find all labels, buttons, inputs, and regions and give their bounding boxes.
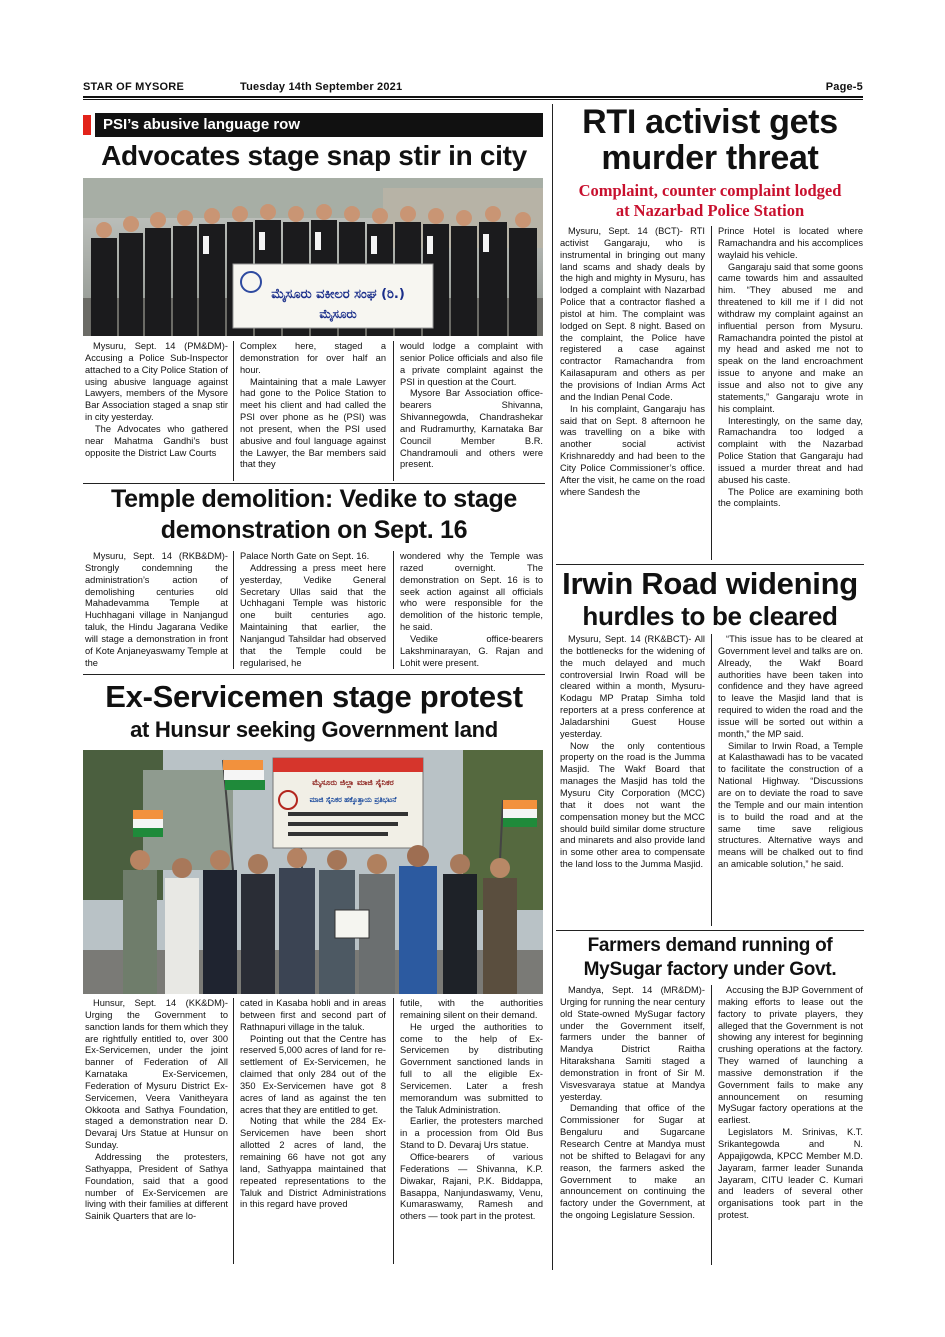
farmers-col-1 [560, 985, 705, 1267]
paragraph: In his complaint, Gangaraju has said that on Sept. 8 afternoon he was travelling on a bike with another social activist Krishnareddy and had been to the City Police Commissioner’s office. After the visit, he came on the road where Sandesh the [560, 403, 705, 497]
exservicemen-col-1 [85, 998, 228, 1266]
farmers-col-2 [718, 985, 863, 1267]
irwin-headline: Irwin Road widening [562, 566, 858, 601]
exservicemen-subhead: at Hunsur seeking Government land [130, 717, 498, 742]
temple-headline-line1: Temple demolition: Vedike to stage [110, 485, 518, 513]
rti-col-1 [560, 226, 705, 562]
paragraph: Pointing out that the Centre has reserved 5,000 acres of land for re-settlement of Ex-Servicemen, he claimed that only 284 out of the 350 Ex-Servicemen have got 8 acres of land as against the ten acres that they are entitled to get. [240, 1033, 386, 1115]
advocates-banner-text: ಮೈಸೂರು ವಕೀಲರ ಸಂಘ (ರಿ.) [271, 287, 405, 302]
paragraph: Interestingly, on the same day, Ramachandra too lodged a complaint with the Nazarbad Police Station that Gangaraju had issued a murder threat and had abused his caste. [718, 415, 863, 485]
paragraph: Mandya, Sept. 14 (MR&DM)- Urging for running the near century old State-owned MySugar factory under the Government itself, farmers under the banner of Mandya District Raitha Hitarakshana Samiti staged a demonstration in front of Sir M. Visvesvaraya statue at Mandya yesterday. [560, 985, 705, 1102]
farmers-headline-line1: Farmers demand running of [587, 935, 833, 956]
paragraph: Addressing the protesters, Sathyappa, President of Sathya Foundation, said that a good number of Ex-Servicemen are living with their families at different Sainik Quarters that are lo- [85, 1151, 228, 1222]
paragraph: He urged the authorities to come to the help of Ex-Servicemen by distributing Government sanctioned lands in full to all the eligible Ex-Servicemen. Later a fresh memorandum was submitted to the Taluk Administration. [400, 1021, 543, 1115]
paragraph: Mysuru, Sept. 14 (PM&DM)- Accusing a Police Sub-Inspector attached to a City Police Station of using abusive language against Lawyers, members of the Mysore Bar Association staged a snap stir in city yesterday. [85, 341, 228, 423]
header-rule-thin [83, 99, 863, 100]
advocates-photo [83, 178, 543, 336]
psi-col-1 [85, 341, 228, 485]
paragraph: Demanding that office of the Commissioner for Sugar at Bengaluru and Sugarcane Research Centre at Mandya must not be shifted to Belagavi for any reason, the farmers asked the Government to make an announcement on continuing the factory under the Government, at the ongoing Legislature Session. [560, 1103, 705, 1221]
column-rule [393, 551, 394, 669]
irwin-subhead: hurdles to be cleared [582, 601, 838, 631]
advocates-banner-subtext: ಮೈಸೂರು [319, 307, 357, 321]
paragraph: Mysore Bar Association office-bearers Shivanna, Shivannegowda, Chandrashekar and Rudramurthy, Karnataka Bar Council Member B.R. Chandramouli and others were present. [400, 388, 543, 470]
paragraph: wondered why the Temple was razed overnight. The demonstration on Sept. 16 is to seek action against all officials who were responsible for the demolition of the historic temple, he said. [400, 551, 543, 633]
exservicemen-col-2 [240, 998, 386, 1266]
section-divider [552, 104, 553, 1270]
paragraph: Mysuru, Sept. 14 (BCT)- RTI activist Gangaraju, who is instrumental in bringing out many land scams and shady deals by the high and mighty in Mysuru, has lodged a complaint with Nazarbad Police that a contractor flashed a pistol at him. The complaint was lodged on Sept. 8 night. Based on the complaint, the Police have registered a case against contractor Ramachandra from Kailasapuram and others as per the provisions of Indian Arms Act and the Indian Penal Code. [560, 226, 705, 402]
paragraph: Mysuru, Sept. 14 (RK&BCT)- All the bottlenecks for the widening of the much delayed and much controversial Irwin Road will be cleared within a month, Mysuru-Kodagu MP Pratap Simha told reporters at a press conference at Jaladarshini Guest House yesterday. [560, 634, 705, 739]
paragraph: cated in Kasaba hobli and in areas between first and second part of Rathnapuri village in the taluk. [240, 998, 386, 1032]
column-rule [711, 985, 712, 1265]
rti-headline-line1: RTI activist gets [582, 103, 838, 141]
paragraph: Earlier, the protesters marched in a procession from Old Bus Stand to D. Devaraj Urs statue. [400, 1116, 543, 1151]
psi-kicker [83, 113, 543, 137]
paragraph: Complex here, staged a demonstration for over half an hour. [240, 341, 386, 375]
column-rule [711, 226, 712, 560]
temple-col-3 [400, 551, 543, 671]
exservicemen-headline: Ex-Servicemen stage protest [105, 679, 523, 714]
psi-col-2 [240, 341, 386, 485]
paragraph: Office-bearers of various Federations — Shivanna, K.P. Diwakar, Rajani, P.K. Biddappa, Basappa, Nanjundaswamy, Venu, Kumaraswamy, Ramesh and others — took part in the protest. [400, 1151, 543, 1222]
temple-col-2 [240, 551, 386, 671]
paragraph: Accusing the BJP Government of making efforts to lease out the factory to private players, they alleged that the Government is not showing any interest for beginning crushing operations at the factory. They warned of launching a massive demonstration if the Government fails to make any announcement on resuming MySugar factory operations at the earliest. [718, 985, 863, 1126]
exservicemen-col-3 [400, 998, 543, 1266]
paper-name: STAR OF MYSORE [83, 81, 184, 93]
rti-subhead-line2: at Nazarbad Police Station [615, 201, 805, 220]
page-number: Page-5 [825, 81, 863, 93]
page-header [83, 78, 863, 98]
paragraph: would lodge a complaint with senior Police officials and also file a private complaint against the PSI in question at the Court. [400, 341, 543, 387]
paragraph: Similar to Irwin Road, a Temple at Kalasthawadi has to be vacated to facilitate the construction of a National Highway. “Discussions are on to deviate the road to save the Temple and our main intention is to build the road and at the same time save religious structures. Alternative ways and means will be chalked out to find an amicable solution,” he said. [718, 740, 863, 870]
exservicemen-photo [83, 750, 543, 994]
column-rule [233, 998, 234, 1264]
paragraph: The Advocates who gathered near Mahatma Gandhi’s bust opposite the District Law Courts [85, 423, 228, 458]
paragraph: Palace North Gate on Sept. 16. [240, 551, 370, 561]
paragraph: Hunsur, Sept. 14 (KK&DM)- Urging the Government to sanction lands for them which they are rightfully entitled to, over 300 Ex-Servicemen, under the joint banner of Federation of All Karnataka Ex-Servicemen, Federation of Mysuru District Ex-Servicemen, Veera Vanitheyara Okkoota and Sathya Foundation, staged a demonstration near D. Devaraj Urs Statue at Hunsur on Sunday. [85, 998, 228, 1151]
paragraph: “This issue has to be cleared at Government level and talks are on. Already, the Wakf Board authorities have been taken into confidence and they have agreed to leave the Masjid land that is required to widen the road and the issue will be sorted out within a month,” the MP said. [718, 634, 863, 739]
paragraph: The Police are examining both the complaints. [718, 486, 863, 509]
irwin-col-2 [718, 634, 863, 928]
rti-col-2 [718, 226, 863, 562]
story-rule [556, 930, 864, 931]
paragraph: Maintaining that a male Lawyer had gone to the Police Station to meet his client and had called the PSI over phone as he (PSI) was not present, when the PSI used abusive and foul language against the Lawyer, the Bar members said that they [240, 376, 386, 470]
kicker-accent [83, 115, 91, 135]
paragraph: Addressing a press meet here yesterday, Vedike General Secretary Ullas said that the Uchhagani Temple was historic one built centuries ago. Maintaining that earlier, the Nanjangud Tahsildar had observed that the Temple could be regularised, he [240, 562, 386, 668]
exservicemen-photo-illustration [83, 750, 543, 994]
story-rule [83, 674, 545, 675]
paragraph: Prince Hotel is located where Ramachandra and his accomplices waylaid his vehicle. [718, 226, 863, 260]
rti-subhead-line1: Complaint, counter complaint lodged [578, 181, 842, 200]
issue-date: Tuesday 14th September 2021 [240, 81, 403, 93]
exservicemen-banner-text: ಮೈಸೂರು ಜಿಲ್ಲಾ ಮಾಜಿ ಸೈನಿಕರ [312, 778, 394, 787]
paragraph: Gangaraju said that some goons came towards him and assaulted him. “They abused me and threatened to kill me if I did not withdraw my complaint against an influential person from Mysuru. Ramachandra pointed the pistol at my head and asked me not to speak on the land encroachment issue to anyone and make an issue and also not to give any statements,” Gangaraju wrote in his complaint. [718, 261, 863, 414]
temple-headline-line2: demonstration on Sept. 16 [160, 516, 468, 544]
story-rule [556, 564, 864, 565]
temple-col-1 [85, 551, 228, 671]
paragraph: Now the only contentious property on the road is the Jumma Masjid. The Wakf Board that manages the Masjid has told the Mysuru City Corporation (MCC) that it does not want the compensation money but the MCC should build similar dome structure and minarets and also provide land in some other area to compensate the land loss to the Jumma Masjid. [560, 740, 705, 870]
psi-headline: Advocates stage snap stir in city [101, 140, 527, 171]
column-rule [233, 551, 234, 669]
column-rule [393, 341, 394, 481]
story-rule [83, 483, 545, 484]
rti-headline-line2: murder threat [601, 139, 819, 177]
header-rule [83, 96, 863, 98]
paragraph: Vedike office-bearers Lakshminarayan, G. Rajan and Lohit were present. [400, 633, 543, 668]
exservicemen-banner-subtext: ಮಾಜಿ ಸೈನಿಕರ ಹಕ್ಕೊತ್ತಾಯ ಪ್ರತಿಭಟನೆ [309, 796, 397, 804]
irwin-col-1 [560, 634, 705, 928]
column-rule [711, 634, 712, 926]
farmers-headline-line2: MySugar factory under Govt. [583, 959, 837, 980]
paragraph: futile, with the authorities remaining silent on their demand. [400, 998, 543, 1020]
kicker-text: PSI’s abusive language row [103, 116, 301, 133]
paragraph: Mysuru, Sept. 14 (RKB&DM)- Strongly condemning the administration’s action of demolishing centuries old Mahadevamma Temple at Huchhagani village in Nanjangud taluk, the Hindu Jagarana Vedike will stage a demonstration in front of Kote Anjaneyaswamy Temple at the [85, 551, 228, 668]
psi-col-3 [400, 341, 543, 485]
paragraph: Noting that while the 284 Ex-Servicemen have been short allotted 2 acres of land, the remaining 66 have not got any land, Sathyappa maintained that repeated representations to the Taluk and District Administrations in this regard have proved [240, 1116, 386, 1210]
advocates-photo-illustration [83, 178, 543, 336]
column-rule [393, 998, 394, 1264]
column-rule [233, 341, 234, 481]
paragraph: Legislators M. Srinivas, K.T. Srikantegowda and N. Appajigowda, KPCC Member M.D. Jayaram, farmer leader Sunanda Jayaram, CITU leader C. Kumari and leaders of several other organisations took part in the protest. [718, 1127, 863, 1221]
